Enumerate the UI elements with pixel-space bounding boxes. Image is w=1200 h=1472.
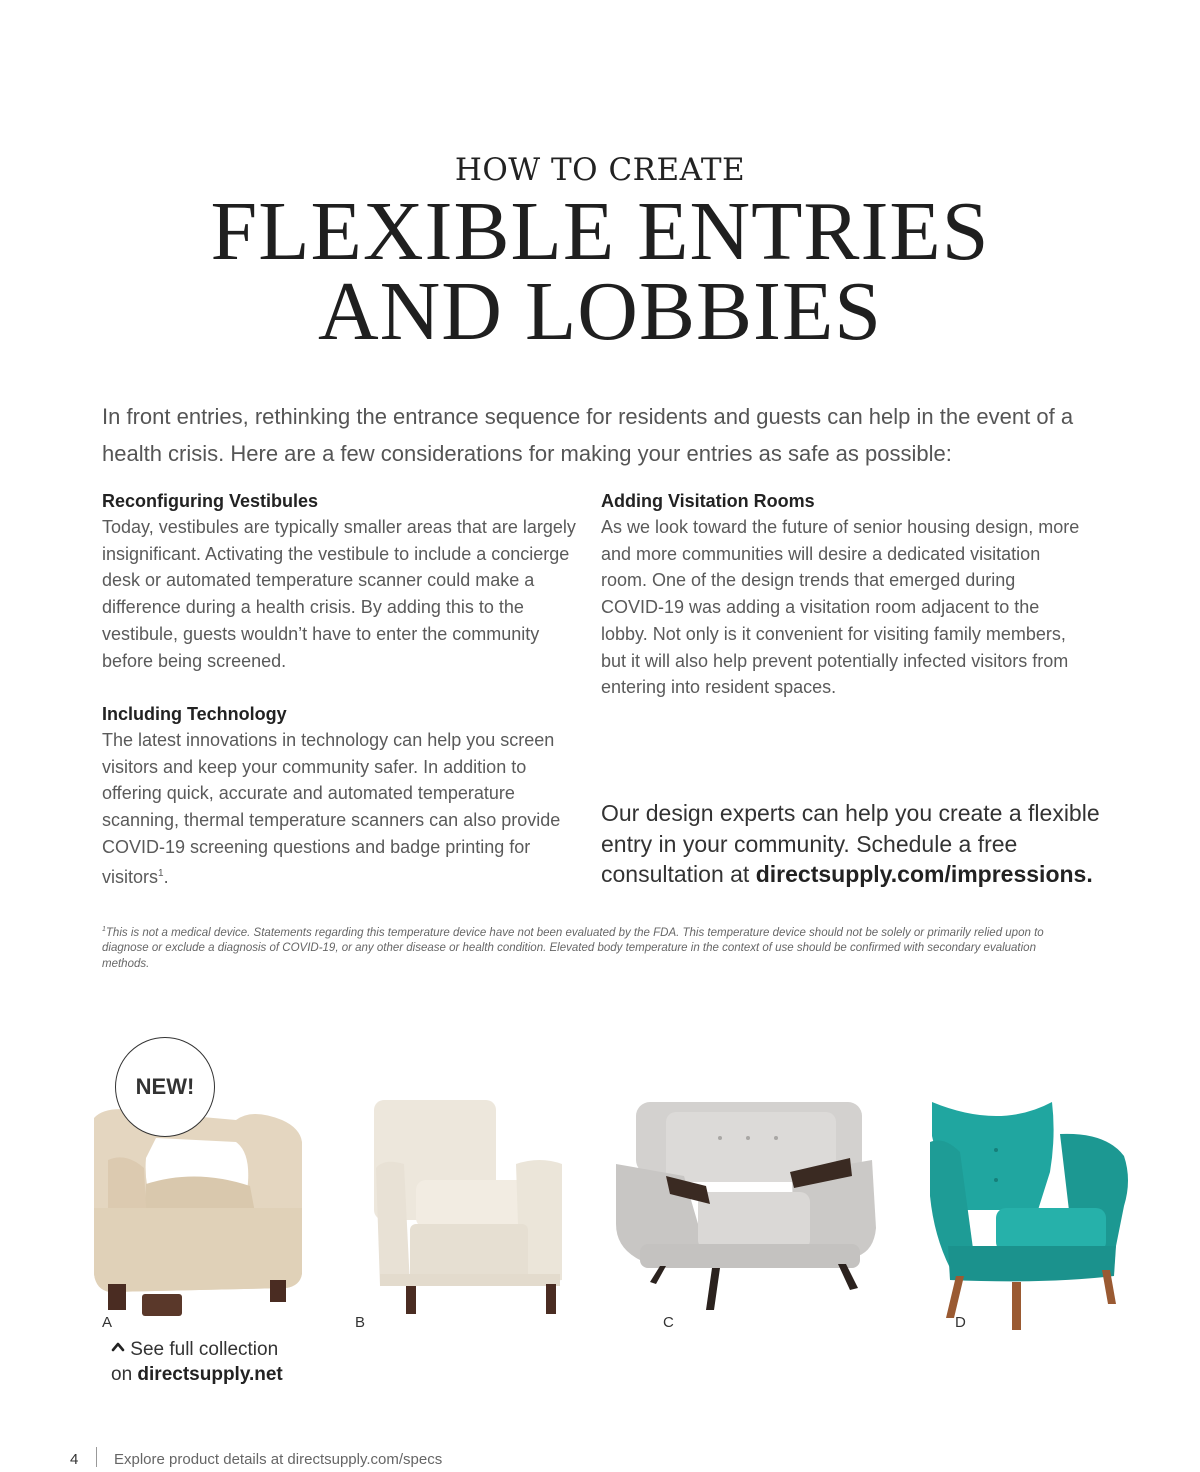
section-heading: Reconfiguring Vestibules	[102, 491, 319, 511]
chair-c-image	[612, 1098, 896, 1314]
section-body	[102, 727, 582, 890]
chevron-up-icon	[111, 1340, 125, 1354]
cta-link[interactable]: directsupply.com/impressions.	[755, 861, 1093, 887]
section-heading: Including Technology	[102, 704, 287, 724]
footnote-mark: 1	[102, 926, 106, 933]
section-vestibules	[102, 488, 582, 674]
chair-b-image	[370, 1098, 570, 1318]
page-title	[0, 185, 1200, 358]
collection-prefix: on	[111, 1364, 138, 1385]
section-body-end: .	[163, 866, 169, 887]
see-collection-link[interactable]	[111, 1337, 283, 1387]
section-visitation	[601, 488, 1081, 701]
kicker-heading: HOW TO CREATE	[454, 152, 746, 188]
collection-text: See full collection	[130, 1339, 279, 1360]
title-line-1: FLEXIBLE ENTRIES	[210, 185, 990, 278]
product-label-a: A	[102, 1314, 113, 1331]
cta-paragraph	[601, 798, 1141, 890]
collection-line-2	[111, 1362, 283, 1387]
section-body: Today, vestibules are typically smaller areas that are largely insignificant. Activating the vestibule to include a concierge desk or automated temperature scanner could make a difference during a health crisis. By adding this to the vestibule, guests wouldn’t have to enter the community before being screened.	[102, 517, 576, 671]
chair-a-image	[86, 1098, 314, 1322]
section-body-text: The latest innovations in technology can help you screen visitors and keep your community safer. In addition to offering quick, accurate and automated temperature scanning, thermal temperature scanners can also provide COVID-19 screening questions and badge printing for visitors	[102, 730, 561, 887]
title-line-2: AND LOBBIES	[317, 265, 882, 358]
product-label-c: C	[663, 1314, 674, 1331]
footnote-mark: 1	[158, 867, 164, 879]
intro-paragraph: In front entries, rethinking the entrance sequence for residents and guests can help in the event of a health crisis. Here are a few considerations for making your entries as safe as possible:	[102, 404, 1074, 466]
footnote	[102, 922, 1082, 972]
product-label-b: B	[355, 1314, 366, 1331]
cta-text: Our design experts can help you create a flexible entry in your community. Schedule a free consultation at	[601, 800, 1100, 887]
footer-text: Explore product details at directsupply.com/specs	[114, 1451, 443, 1468]
product-label-d: D	[955, 1314, 966, 1331]
footer-divider	[96, 1447, 97, 1467]
new-badge: NEW!	[115, 1037, 215, 1137]
page-number: 4	[70, 1451, 79, 1468]
collection-url[interactable]: directsupply.net	[137, 1364, 283, 1385]
section-body: As we look toward the future of senior housing design, more and more communities will desire a dedicated visitation room. One of the design trends that emerged during COVID-19 was adding a visitation room adjacent to the lobby. Not only is it convenient for visiting family members, but it will also help prevent potentially infected visitors from entering into resident spaces.	[601, 517, 1080, 698]
collection-line-1	[111, 1337, 283, 1362]
footnote-text: This is not a medical device. Statements regarding this temperature device have not been evaluated by the FDA. This temperature device should not be solely or primarily relied upon to diagnose or exclude a diagnosis of COVID-19, or any other disease or health condition. Elevated body temperature in the context of use should be confirmed with secondary evaluation methods.	[102, 926, 1044, 970]
section-technology	[102, 701, 582, 890]
chair-d-image	[926, 1096, 1130, 1334]
section-heading: Adding Visitation Rooms	[601, 491, 815, 511]
